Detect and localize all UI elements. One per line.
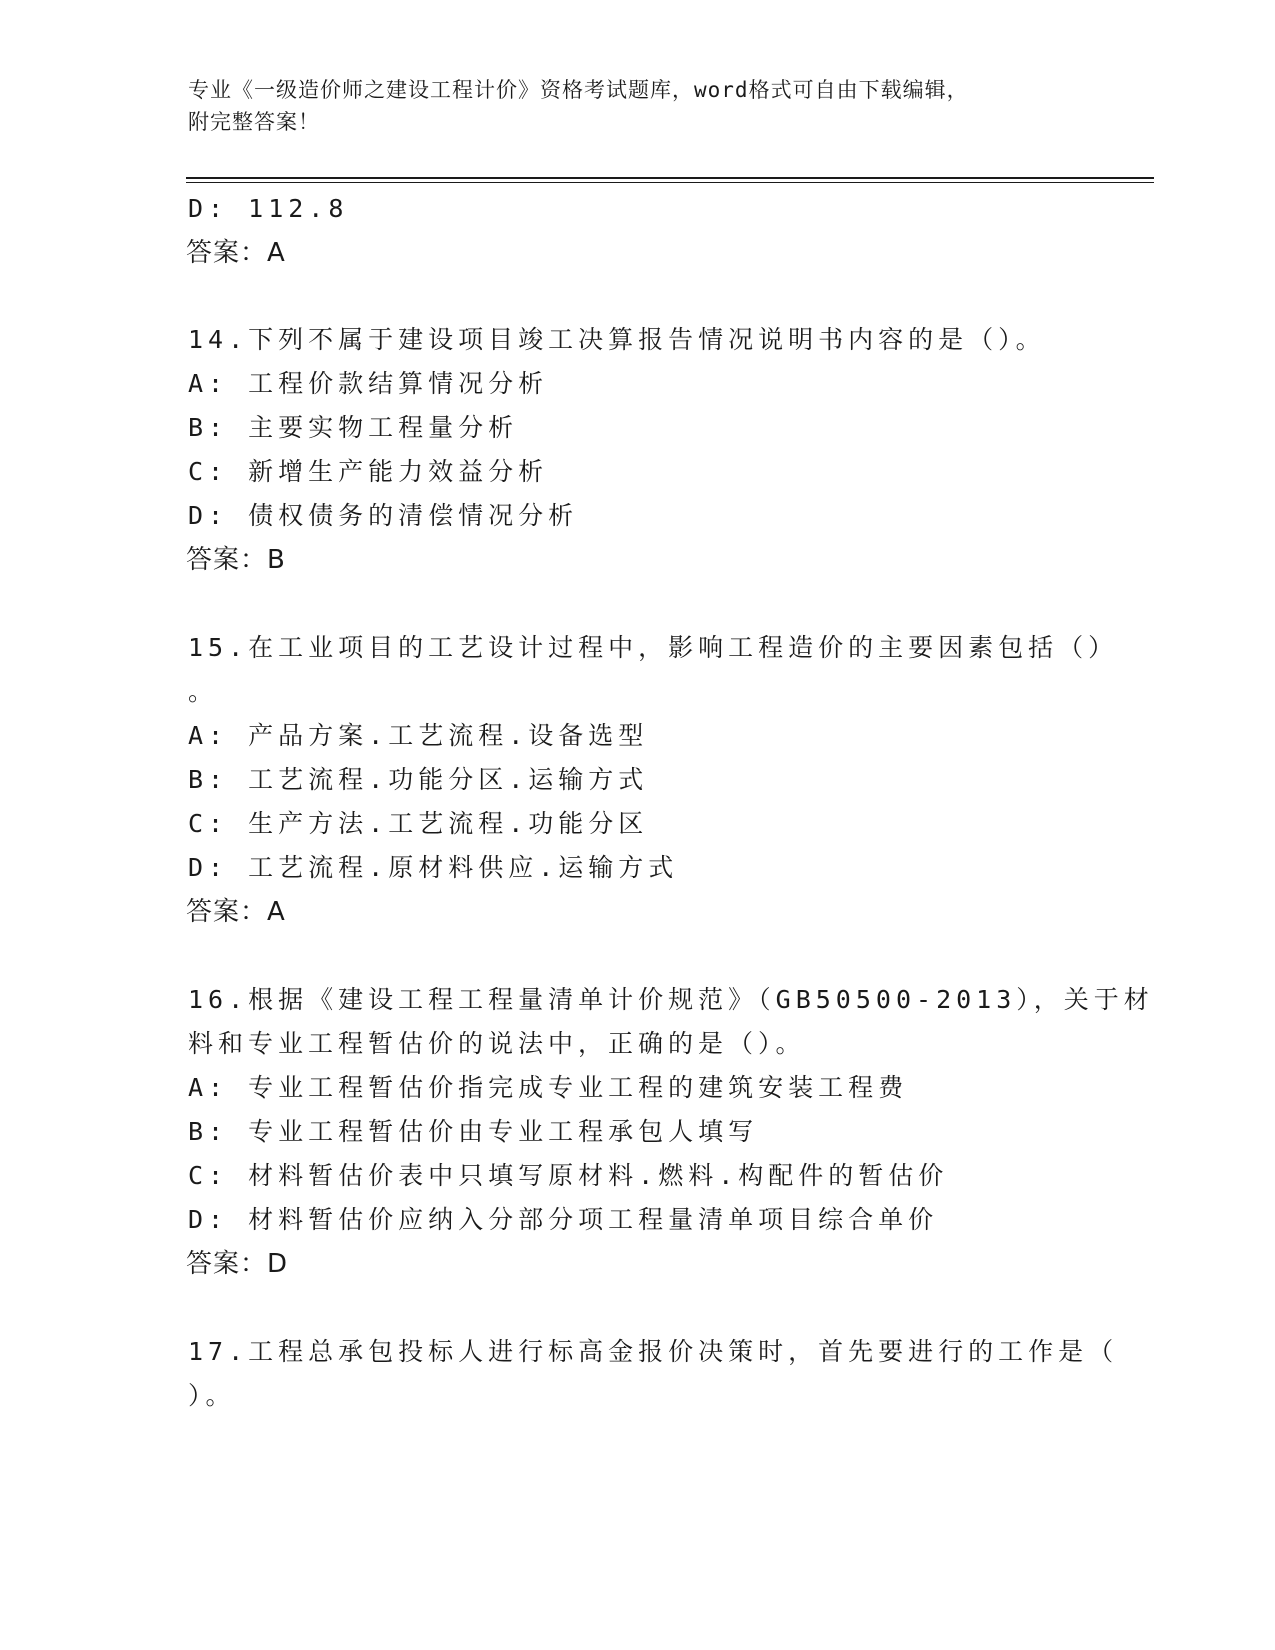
q15-option-a: A: 产品方案.工艺流程.设备选型 [188, 721, 649, 750]
q14-answer: 答案：B [186, 545, 286, 575]
q15-option-c: C: 生产方法.工艺流程.功能分区 [188, 809, 649, 838]
q14-option-d: D: 债权债务的清偿情况分析 [188, 501, 579, 530]
q15-answer: 答案：A [186, 897, 286, 927]
header-line-2: 附完整答案！ [188, 110, 320, 134]
q16-answer: 答案：D [186, 1249, 289, 1279]
prev-option-d: D: 112.8 [188, 194, 349, 223]
q15-option-b: B: 工艺流程.功能分区.运输方式 [188, 765, 649, 794]
q16-option-c: C: 材料暂估价表中只填写原材料.燃料.构配件的暂估价 [188, 1161, 949, 1190]
q16-option-d: D: 材料暂估价应纳入分部分项工程量清单项目综合单价 [188, 1205, 939, 1234]
header-divider-thick [186, 177, 1154, 179]
q15-option-d: D: 工艺流程.原材料供应.运输方式 [188, 853, 679, 882]
q16-option-a: A: 专业工程暂估价指完成专业工程的建筑安装工程费 [188, 1073, 909, 1102]
q16-stem-line-1: 16.根据《建设工程工程量清单计价规范》（GB50500-2013），关于材 [188, 985, 1154, 1014]
q14-option-c: C: 新增生产能力效益分析 [188, 457, 549, 486]
header-divider-thin [186, 182, 1154, 183]
q16-option-b: B: 专业工程暂估价由专业工程承包人填写 [188, 1117, 759, 1146]
header-line-1: 专业《一级造价师之建设工程计价》资格考试题库，word格式可自由下载编辑， [188, 78, 969, 102]
prev-answer: 答案：A [186, 238, 286, 268]
q14-option-a: A: 工程价款结算情况分析 [188, 369, 549, 398]
q17-stem-line-1: 17.工程总承包投标人进行标高金报价决策时，首先要进行的工作是（ [188, 1337, 1119, 1366]
document-header [188, 74, 1068, 138]
q15-stem-line-2: 。 [188, 677, 219, 706]
q14-option-b: B: 主要实物工程量分析 [188, 413, 519, 442]
q15-stem-line-1: 15.在工业项目的工艺设计过程中，影响工程造价的主要因素包括（） [188, 633, 1119, 662]
q14-stem: 14.下列不属于建设项目竣工决算报告情况说明书内容的是（）。 [188, 325, 1046, 354]
q16-stem-line-2: 料和专业工程暂估价的说法中，正确的是（）。 [188, 1029, 806, 1058]
q17-stem-line-2: ）。 [188, 1381, 236, 1410]
